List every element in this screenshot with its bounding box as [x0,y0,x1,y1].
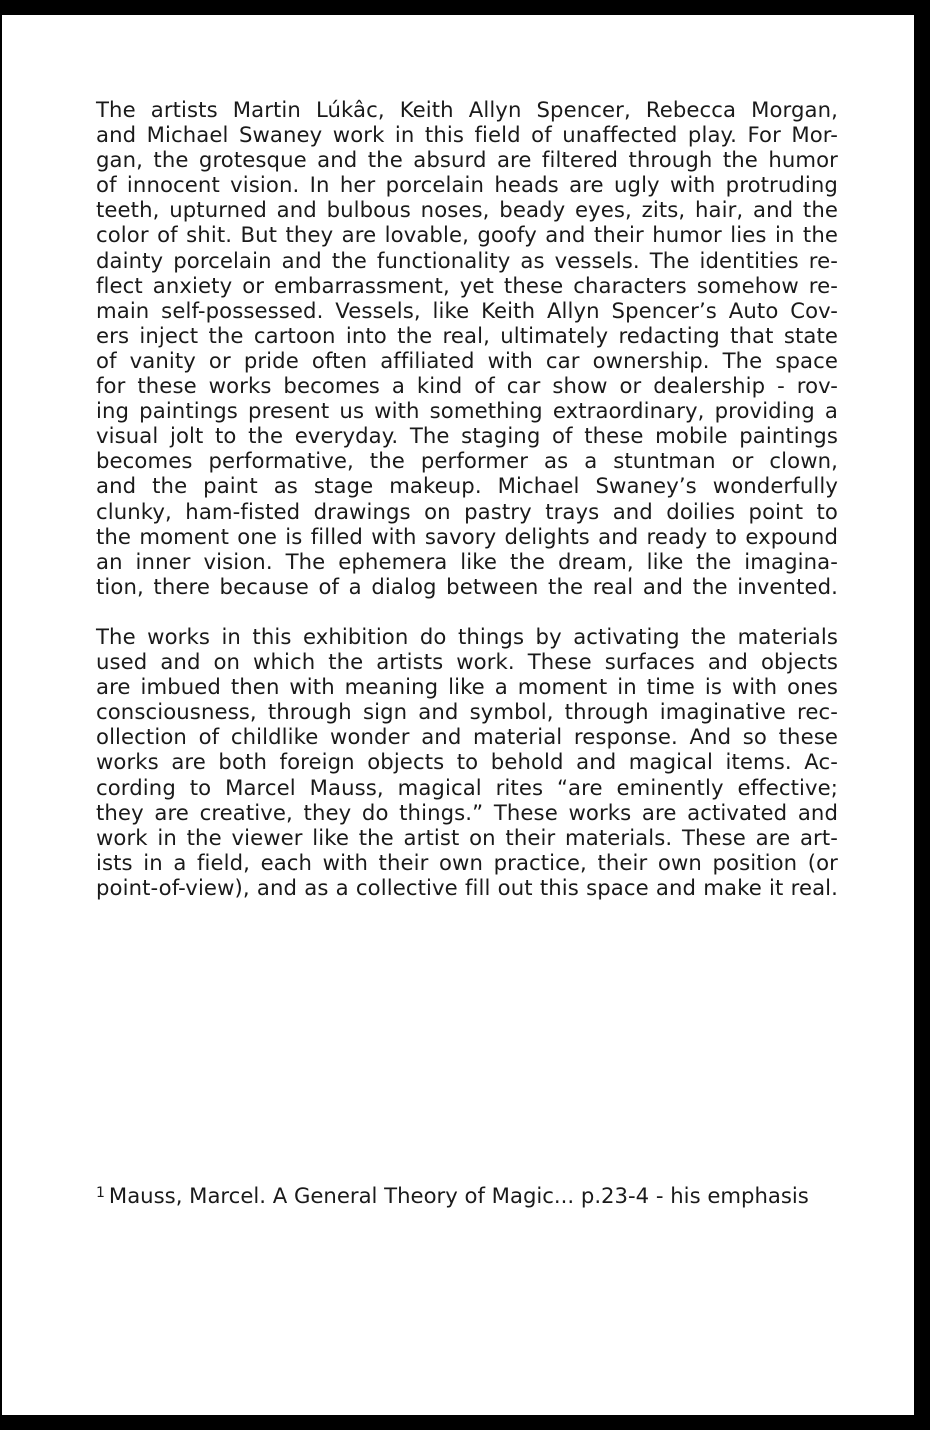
text-line: point-of-view), and as a collective fill out this space and make it real. [96,874,838,900]
text-line: are imbued then with meaning like a moment in time is with ones [96,674,838,700]
text-line: of innocent vision. In her porcelain heads are ugly with protruding [96,172,838,198]
footnote-number: 1 [96,1185,105,1201]
paragraph-2 [96,624,838,900]
text-line: for these works becomes a kind of car show or dealership - rov- [96,373,838,399]
text-line: used and on which the artists work. These surfaces and objects [96,649,838,675]
document-page [2,15,914,1415]
text-line: becomes performative, the performer as a stuntman or clown, [96,448,838,474]
text-line: tion, there because of a dialog between the real and the invented. [96,573,838,599]
paragraph-1 [96,97,838,599]
text-line: The works in this exhibition do things by activating the materials [96,623,838,649]
text-line: ollection of childlike wonder and material response. And so these [96,724,838,750]
text-line: dainty porcelain and the functionality as vessels. The identities re- [96,247,838,273]
text-line: and Michael Swaney work in this field of unaffected play. For Mor- [96,122,838,148]
text-line: an inner vision. The ephemera like the dream, like the imagina- [96,548,838,574]
text-line: and the paint as stage makeup. Michael Swaney’s wonderfully [96,473,838,499]
text-line: gan, the grotesque and the absurd are filtered through the humor [96,147,838,173]
text-line: they are creative, they do things.” These works are activated and [96,799,838,825]
text-line: works are both foreign objects to behold and magical items. Ac- [96,749,838,775]
text-line: of vanity or pride often affiliated with car ownership. The space [96,347,838,373]
text-line: cording to Marcel Mauss, magical rites “are eminently effective; [96,774,838,800]
text-line: clunky, ham-fisted drawings on pastry trays and doilies point to [96,498,838,524]
text-line: the moment one is filled with savory delights and ready to expound [96,523,838,549]
footnote-text: Mauss, Marcel. A General Theory of Magic... p.23-4 - his emphasis [108,1183,809,1208]
text-line: flect anxiety or embarrassment, yet these characters somehow re- [96,272,838,298]
body-text [96,97,838,900]
text-line: color of shit. But they are lovable, goofy and their humor lies in the [96,222,838,248]
text-line: consciousness, through sign and symbol, through imaginative rec- [96,699,838,725]
paragraph-gap [96,599,838,624]
footnote [96,1180,838,1209]
text-line: teeth, upturned and bulbous noses, beady eyes, zits, hair, and the [96,197,838,223]
text-line: ers inject the cartoon into the real, ultimately redacting that state [96,322,838,348]
text-line: work in the viewer like the artist on their materials. These are art- [96,824,838,850]
text-line: The artists Martin Lúkâc, Keith Allyn Spencer, Rebecca Morgan, [96,97,838,122]
text-line: ing paintings present us with something extraordinary, providing a [96,398,838,424]
text-line: ists in a field, each with their own practice, their own position (or [96,849,838,875]
text-line: main self-possessed. Vessels, like Keith Allyn Spencer’s Auto Cov- [96,297,838,323]
text-line: visual jolt to the everyday. The staging of these mobile paintings [96,423,838,449]
